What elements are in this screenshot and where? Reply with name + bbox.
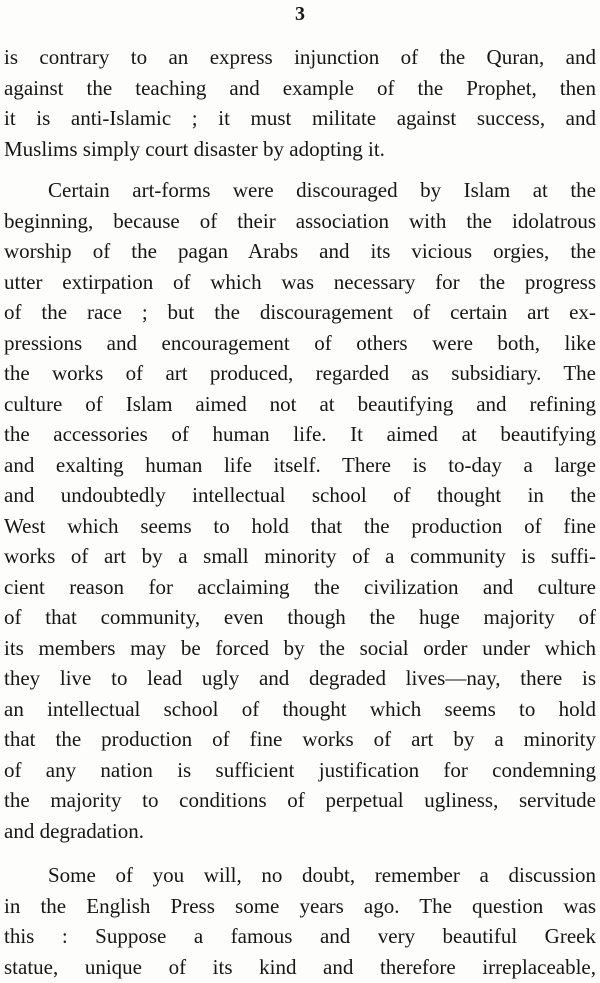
text-line: beginning, because of their association with the idolatrous — [4, 208, 596, 233]
text-line: the accessories of human life. It aimed at beautifying — [4, 422, 596, 446]
text-line: and undoubtedly intellectual school of thought in the — [4, 483, 596, 507]
text-line: culture of Islam aimed not at beautifying and refining — [4, 391, 596, 416]
text-line: an intellectual school of thought which seems to hold — [4, 696, 596, 721]
text-line: of the race ; but the discouragement of certain art ex- — [4, 300, 596, 324]
text-line: they live to lead ugly and degraded lives—nay, there is — [4, 666, 596, 690]
text-line: and degradation. — [4, 818, 144, 843]
text-line: of that community, even though the huge majority of — [4, 605, 596, 629]
page-number: 3 — [295, 3, 305, 25]
text-line: of any nation is sufficient justification for condemning — [4, 757, 596, 782]
text-line: Muslims simply court disaster by adopting it. — [4, 136, 385, 161]
text-line: is contrary to an express injunction of the Quran, and — [4, 45, 596, 69]
text-line: pressions and encouragement of others were both, like — [4, 330, 596, 355]
text-line: the majority to conditions of perpetual ugliness, servitude — [4, 788, 596, 812]
text-line: that the production of fine works of art by a minority — [4, 727, 596, 751]
text-line: Certain art-forms were discouraged by Islam at the — [48, 178, 596, 202]
text-line: worship of the pagan Arabs and its vicious orgies, the — [4, 239, 596, 263]
text-line: utter extirpation of which was necessary for the progress — [4, 269, 596, 294]
paragraph-2 — [4, 175, 596, 846]
text-line: Some of you will, no doubt, remember a discussion — [48, 863, 596, 887]
text-line: West which seems to hold that the production of fine — [4, 513, 596, 538]
text-line: and exalting human life itself. There is to-day a large — [4, 452, 596, 477]
text-line: in the English Press some years ago. The question was — [4, 893, 596, 918]
text-line: it is anti-Islamic ; it must militate against success, and — [4, 106, 596, 130]
text-line: the works of art produced, regarded as subsidiary. The — [4, 361, 596, 385]
text-line: its members may be forced by the social order under which — [4, 635, 596, 660]
text-line: works of art by a small minority of a community is suffi- — [4, 544, 596, 568]
paragraph-1 — [4, 42, 596, 164]
text-line: cient reason for acclaiming the civilization and culture — [4, 574, 596, 599]
text-line: this : Suppose a famous and very beautiful Greek — [4, 924, 596, 948]
paragraph-3 — [4, 860, 596, 982]
text-line: against the teaching and example of the Prophet, then — [4, 75, 596, 100]
text-line: statue, unique of its kind and therefore irreplaceable, — [4, 954, 596, 979]
